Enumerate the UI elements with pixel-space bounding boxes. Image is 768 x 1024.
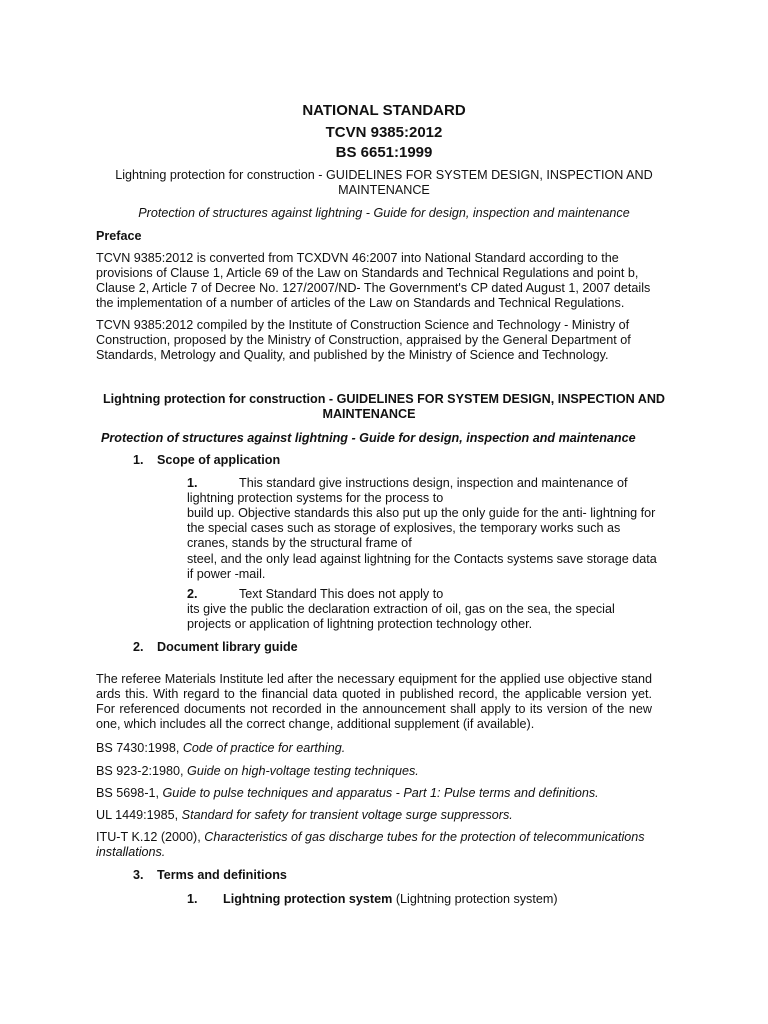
terms-heading-text: Terms and definitions (157, 868, 287, 882)
scope-item-1-line-3: build up. Objective standards this also put up the only guide for the anti- lightning for (187, 506, 656, 521)
ref-bs-923-code: BS 923-2:1980, (96, 764, 188, 778)
preface-paragraph-2: TCVN 9385:2012 compiled by the Institute of Construction Science and Technology - Ministry of Construction, proposed by the Ministry of Construction, appraised by the General Department of Standards, Metrology and Quality, and published by the Ministry of Science and Technology. (96, 318, 631, 363)
ref-bs-923-title: Guide on high-voltage testing techniques. (187, 764, 419, 778)
ref-bs-7430-code: BS 7430:1998, (96, 741, 183, 755)
subtitle-line-2: MAINTENANCE (338, 183, 430, 197)
standard-code-bs: BS 6651:1999 (335, 144, 433, 161)
scope-item-1-line-6: steel, and the only lead against lightning for the Contacts systems save storage data (187, 551, 657, 566)
scope-item-1-number: 1. (187, 476, 198, 490)
section-title-line-1 (0, 392, 768, 407)
ref-ul-1449-code: UL 1449:1985, (96, 808, 182, 822)
terms-item-1 (187, 892, 657, 907)
scope-item-2-first-line (187, 587, 657, 602)
subtitle-italic: Protection of structures against lightning - Guide for design, inspection and maintenance (138, 206, 630, 220)
library-number: 2. (133, 640, 144, 654)
scope-item-2-line-3: projects or application of lightning protection technology other. (187, 617, 533, 632)
scope-number: 1. (133, 453, 144, 467)
standard-code-tcvn: TCVN 9385:2012 (325, 124, 443, 141)
library-heading-text: Document library guide (157, 640, 298, 654)
scope-item-1-line-2: lightning protection systems for the process to (187, 491, 444, 506)
terms-item-1-gloss: (Lightning protection system) (392, 892, 558, 906)
scope-item-2-line-2: its give the public the declaration extraction of oil, gas on the sea, the special (187, 602, 615, 617)
ref-bs-5698-title: Guide to pulse techniques and apparatus - Part 1: Pulse terms and definitions. (162, 786, 599, 800)
section-title-line-2: MAINTENANCE (322, 407, 416, 421)
scope-item-1-line-7: if power -mail. (187, 566, 266, 581)
terms-heading (133, 868, 287, 883)
subtitle-line-1: Lightning protection for construction - GUIDELINES FOR SYSTEM DESIGN, INSPECTION AND (115, 168, 653, 182)
ref-itu-k12 (96, 830, 652, 860)
scope-item-1 (187, 476, 657, 582)
ref-itu-k12-title: Characteristics of gas discharge tubes for the protection of telecommunications installations. (96, 830, 645, 860)
scope-heading (133, 453, 280, 468)
terms-number: 3. (133, 868, 144, 882)
ref-bs-7430-title: Code of practice for earthing. (182, 741, 346, 755)
section-title-normal: Lightning protection for construction - (102, 392, 337, 406)
section-title-italic: Protection of structures against lightning - Guide for design, inspection and maintenance (101, 431, 636, 445)
scope-item-1-first-text: This standard give instructions design, inspection and maintenance of (239, 476, 628, 490)
library-intro: The referee Materials Institute led after the necessary equipment for the applied use objective stand ards this. With regard to the financial data quoted in published record, the applicable version yet. For referenced documents not recorded in the announcement shall apply to its version of the new one, which includes all the correct change, additional supplement (if available). (96, 672, 652, 732)
section-title-bold: GUIDELINES FOR SYSTEM DESIGN, INSPECTION AND (336, 392, 666, 406)
terms-item-1-number: 1. (187, 892, 198, 906)
scope-heading-text: Scope of application (157, 453, 281, 467)
document-title: NATIONAL STANDARD (302, 102, 466, 119)
ref-bs-5698 (96, 786, 652, 801)
scope-item-2-first-text: Text Standard This does not apply to (239, 587, 444, 601)
scope-item-2-number: 2. (187, 587, 198, 601)
scope-item-1-line-5: cranes, stands by the structural frame of (187, 536, 412, 551)
ref-bs-5698-code: BS 5698-1, (96, 786, 163, 800)
scope-item-1-line-4: the special cases such as storage of explosives, the temporary works such as (187, 521, 621, 536)
ref-bs-7430 (96, 741, 652, 756)
ref-ul-1449 (96, 808, 652, 823)
library-heading (133, 640, 298, 655)
ref-itu-k12-code: ITU-T K.12 (2000), (96, 830, 205, 844)
ref-ul-1449-title: Standard for safety for transient voltage surge suppressors. (181, 808, 513, 822)
preface-paragraph-1: TCVN 9385:2012 is converted from TCXDVN 46:2007 into National Standard according to the provisions of Clause 1, Article 69 of the Law on Standards and Technical Regulations and point b, Clause 2, Article 7 of Decree No. 127/2007/ND- The Government's CP dated August 1, 2007 details the implementation of a number of articles of the Law on Standards and Technical Regulations. (96, 251, 651, 311)
terms-item-1-term: Lightning protection system (223, 892, 393, 906)
preface-heading: Preface (96, 229, 142, 243)
scope-item-1-first-line (187, 476, 657, 491)
ref-bs-923 (96, 764, 652, 779)
scope-item-2 (187, 587, 657, 632)
